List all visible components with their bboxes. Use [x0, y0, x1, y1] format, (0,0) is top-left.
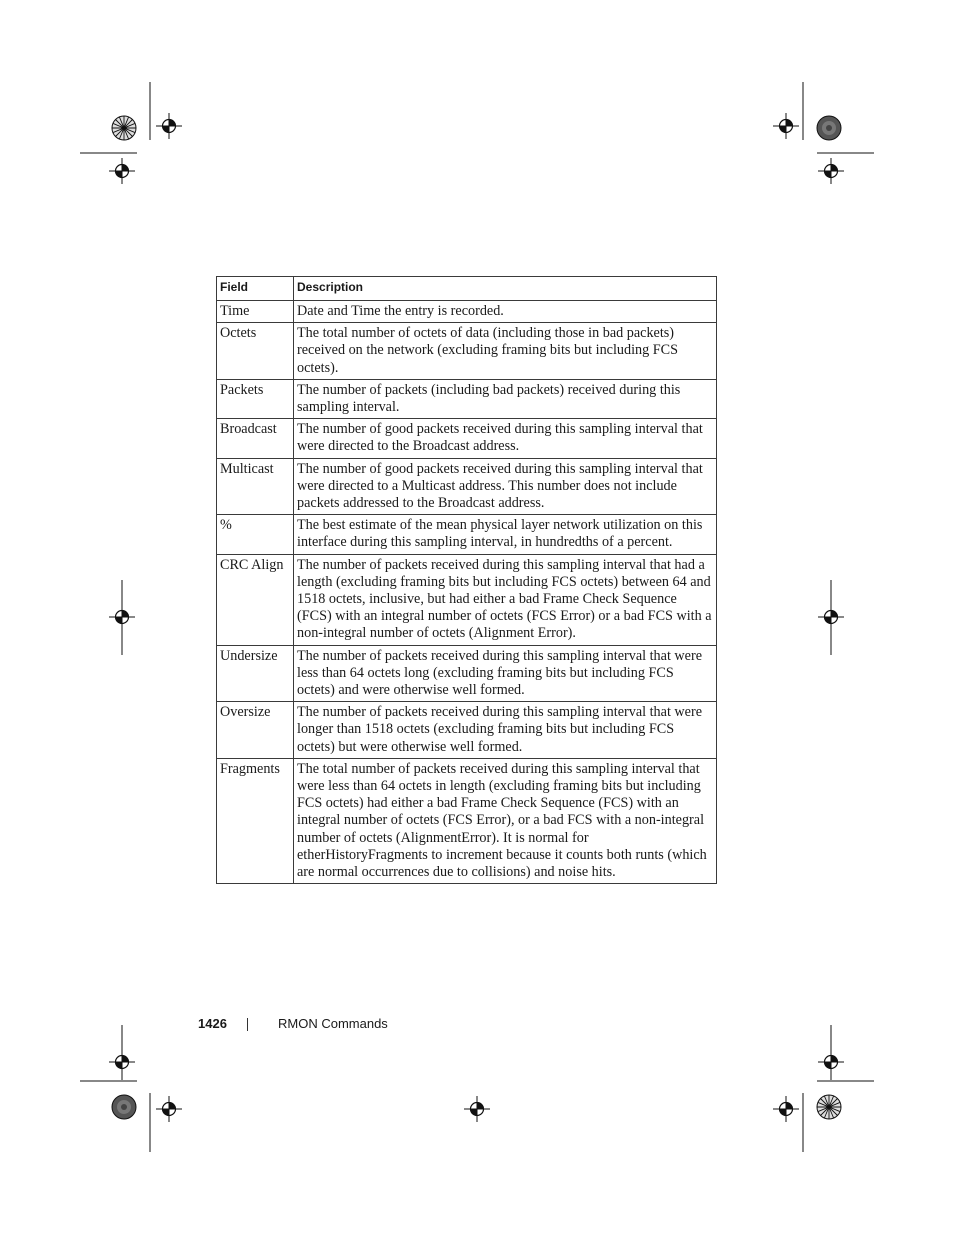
- field-cell: Packets: [217, 379, 294, 418]
- field-cell: Multicast: [217, 458, 294, 515]
- description-column-header: Description: [294, 277, 717, 301]
- field-cell: Time: [217, 301, 294, 323]
- footer-divider: [247, 1018, 248, 1031]
- description-cell: The number of packets (including bad packets) received during this sampling interval.: [294, 379, 717, 418]
- table-row: [217, 554, 717, 645]
- field-cell: Undersize: [217, 645, 294, 702]
- table-row: [217, 758, 717, 883]
- table-row: [217, 458, 717, 515]
- field-cell: Oversize: [217, 702, 294, 759]
- field-cell: Octets: [217, 323, 294, 380]
- description-cell: The total number of octets of data (including those in bad packets) received on the network (excluding framing bits but including FCS octets).: [294, 323, 717, 380]
- section-title: RMON Commands: [278, 1016, 388, 1031]
- field-cell: Broadcast: [217, 419, 294, 458]
- table-row: [217, 323, 717, 380]
- description-cell: The number of good packets received during this sampling interval that were directed to the Broadcast address.: [294, 419, 717, 458]
- field-cell: CRC Align: [217, 554, 294, 645]
- description-cell: The number of packets received during this sampling interval that were longer than 1518 octets (excluding framing bits but including FCS octets) but were otherwise well formed.: [294, 702, 717, 759]
- table-row: [217, 301, 717, 323]
- table-row: [217, 419, 717, 458]
- table-row: [217, 515, 717, 554]
- description-cell: The number of good packets received during this sampling interval that were directed to a Multicast address. This number does not include packets addressed to the Broadcast address.: [294, 458, 717, 515]
- field-cell: %: [217, 515, 294, 554]
- description-cell: The number of packets received during this sampling interval that were less than 64 octets long (excluding framing bits but including FCS octets) and were otherwise well formed.: [294, 645, 717, 702]
- description-cell: Date and Time the entry is recorded.: [294, 301, 717, 323]
- table-row: [217, 379, 717, 418]
- rmon-history-fields-table: [216, 276, 717, 884]
- table-header-row: [217, 277, 717, 301]
- description-cell: The best estimate of the mean physical layer network utilization on this interface during this sampling interval, in hundredths of a percent.: [294, 515, 717, 554]
- table-row: [217, 645, 717, 702]
- description-cell: The number of packets received during this sampling interval that had a length (excluding framing bits but including FCS octets) between 64 and 1518 octets, inclusive, but had either a bad Frame Check Sequence (FCS) with an integral number of octets (FCS Error) or a bad FCS with a non-integral number of octets (Alignment Error).: [294, 554, 717, 645]
- page-number: 1426: [198, 1016, 227, 1031]
- table-row: [217, 702, 717, 759]
- field-cell: Fragments: [217, 758, 294, 883]
- field-column-header: Field: [217, 277, 294, 301]
- description-cell: The total number of packets received during this sampling interval that were less than 64 octets in length (excluding framing bits but including FCS octets) had either a bad Frame Check Sequence (FCS) with an integral number of octets (FCS Error), or a bad FCS with a non-integral number of octets (AlignmentError). It is normal for etherHistoryFragments to increment because it counts both runts (which are normal occurrences due to collisions) and noise hits.: [294, 758, 717, 883]
